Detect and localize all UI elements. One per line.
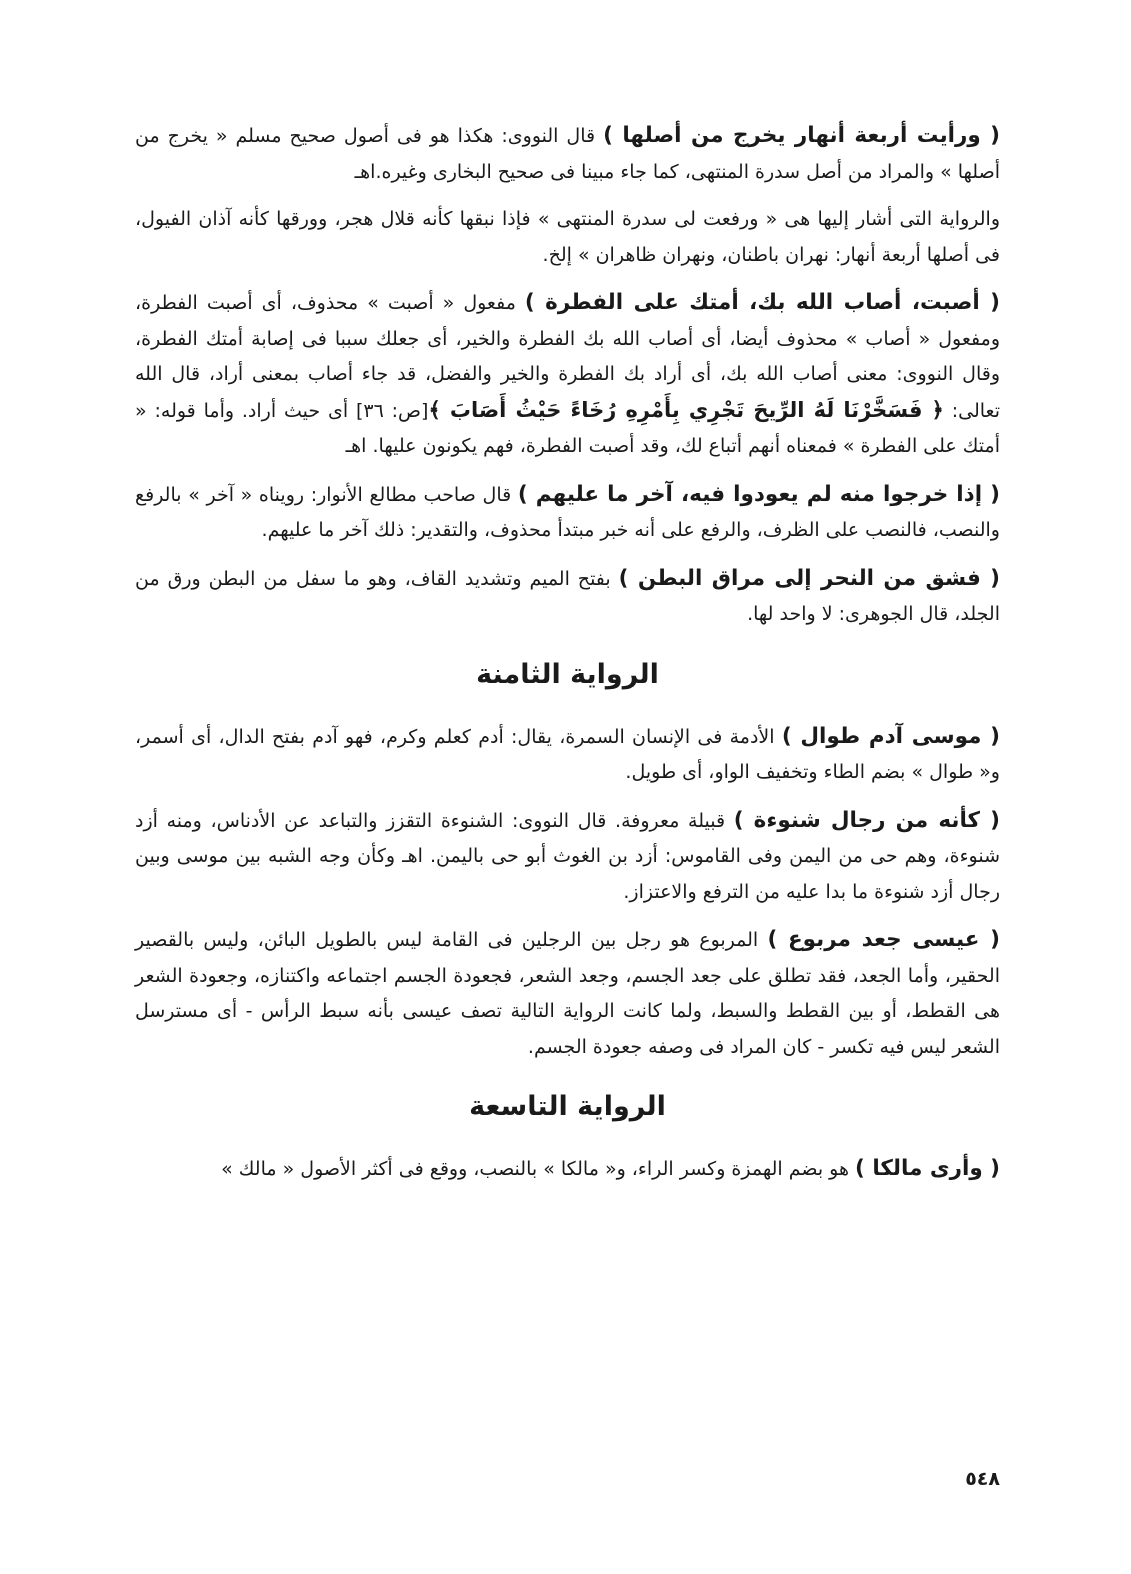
- commentary: والرواية التى أشار إليها هى « ورفعت لى سدرة المنتهى » فإذا نبقها كأنه قلال هجر، وورقها كأنه آذان الفيول، فى أصلها أربعة أنهار: نهران باطنان، ونهران ظاهران » إلخ.: [135, 208, 1000, 266]
- commentary: [ص: ٣٦] أى حيث أراد. وأما قوله: « أمتك على الفطرة » فمعناه أنهم أتباع لك، وقد أصبت الفطرة، فهم يكونون عليها. اهـ: [135, 399, 1000, 457]
- commentary: الأدمة فى الإنسان السمرة، يقال: أدم كعلم وكرم، فهو آدم بفتح الدال، أى أسمر، و« طوال » بضم الطاء وتخفيف الواو، أى طويل.: [135, 725, 1000, 783]
- text-column: [135, 118, 1000, 1200]
- section-heading: الرواية الثامنة: [476, 658, 659, 690]
- commentary: بفتح الميم وتشديد القاف، وهو ما سفل من البطن ورق من الجلد، قال الجوهرى: لا واحد لها.: [135, 567, 1000, 625]
- section-heading: الرواية التاسعة: [469, 1091, 666, 1122]
- lemma: ( كأنه من رجال شنوءة ): [733, 807, 1000, 833]
- quran-verse: ﴿ فَسَخَّرْنَا لَهُ الرِّيحَ تَجْرِي بِأَمْرِهِ رُخَاءً حَيْثُ أَصَابَ ﴾: [428, 397, 944, 422]
- commentary: المربوع هو رجل بين الرجلين فى القامة ليس بالطويل البائن، وليس بالقصير الحقير، وأما الجعد، فقد تطلق على جعد الجسم، وجعد الشعر، فجعودة الجسم اجتماعه واكتنازه، وجعودة الشعر هى القطط، أو بين القطط والسبط، ولما كانت الرواية التالية تصف عيسى بأنه سبط الرأس - أى مسترسل الشعر ليس فيه تكسر - كان المراد فى وصفه جعودة الجسم.: [135, 929, 1000, 1058]
- paragraph: [135, 285, 1000, 465]
- lemma: ( عيسى جعد مربوع ): [767, 927, 1000, 952]
- paragraph: [135, 803, 1000, 911]
- commentary: مفعول « أصبت » محذوف، أى أصبت الفطرة، ومفعول « أصاب » محذوف أيضا، أى أصاب الله بك الفطرة والخير، أى جعلك سببا فى إصابة أمتك الفطرة، وقال النووى: معنى أصاب الله بك، أى أراد بك الفطرة والخير والفضل، قد جاء أصاب بمعنى أراد، قال الله تعالى:: [135, 292, 1000, 422]
- paragraph: [135, 477, 1000, 549]
- paragraph: [135, 1151, 1000, 1188]
- commentary: قبيلة معروفة. قال النووى: الشنوءة التقزز والتباعد عن الأدناس، ومنه أزد شنوءة، وهم حى من اليمن وفى القاموس: أزد بن الغوث أبو حى باليمن. اهـ وكأن وجه الشبه بين موسى وبين رجال أزد شنوءة ما بدا عليه من الترفع والاعتزاز.: [135, 809, 1000, 903]
- lemma: ( ورأيت أربعة أنهار يخرج من أصلها ): [603, 123, 1000, 148]
- lemma: ( إذا خرجوا منه لم يعودوا فيه، آخر ما عليهم ): [517, 481, 1001, 507]
- lemma: ( موسى آدم طوال ): [781, 723, 1000, 749]
- paragraph: [135, 719, 1000, 791]
- commentary: هو بضم الهمزة وكسر الراء، و« مالكا » بالنصب، ووقع فى أكثر الأصول « مالك »: [221, 1158, 856, 1180]
- paragraph: [135, 922, 1000, 1065]
- paragraph: [135, 118, 1000, 190]
- commentary: قال النووى: هكذا هو فى أصول صحيح مسلم « يخرج من أصلها » والمراد من أصل سدرة المنتهى، كما جاء مبينا فى صحيح البخارى وغيره.اهـ: [135, 125, 1000, 183]
- paragraph: [135, 202, 1000, 273]
- commentary: قال صاحب مطالع الأنوار: رويناه « آخر » بالرفع والنصب، فالنصب على الظرف، والرفع على أنه خبر مبتدأ محذوف، والتقدير: ذلك آخر ما عليهم.: [135, 483, 1000, 541]
- lemma: ( أصبت، أصاب الله بك، أمتك على الفطرة ): [524, 290, 1000, 315]
- lemma: ( وأرى مالكا ): [855, 1156, 1000, 1181]
- page-number: ٥٤٨: [965, 1468, 1000, 1490]
- paragraph: [135, 561, 1000, 633]
- lemma: ( فشق من النحر إلى مراق البطن ): [618, 565, 1000, 591]
